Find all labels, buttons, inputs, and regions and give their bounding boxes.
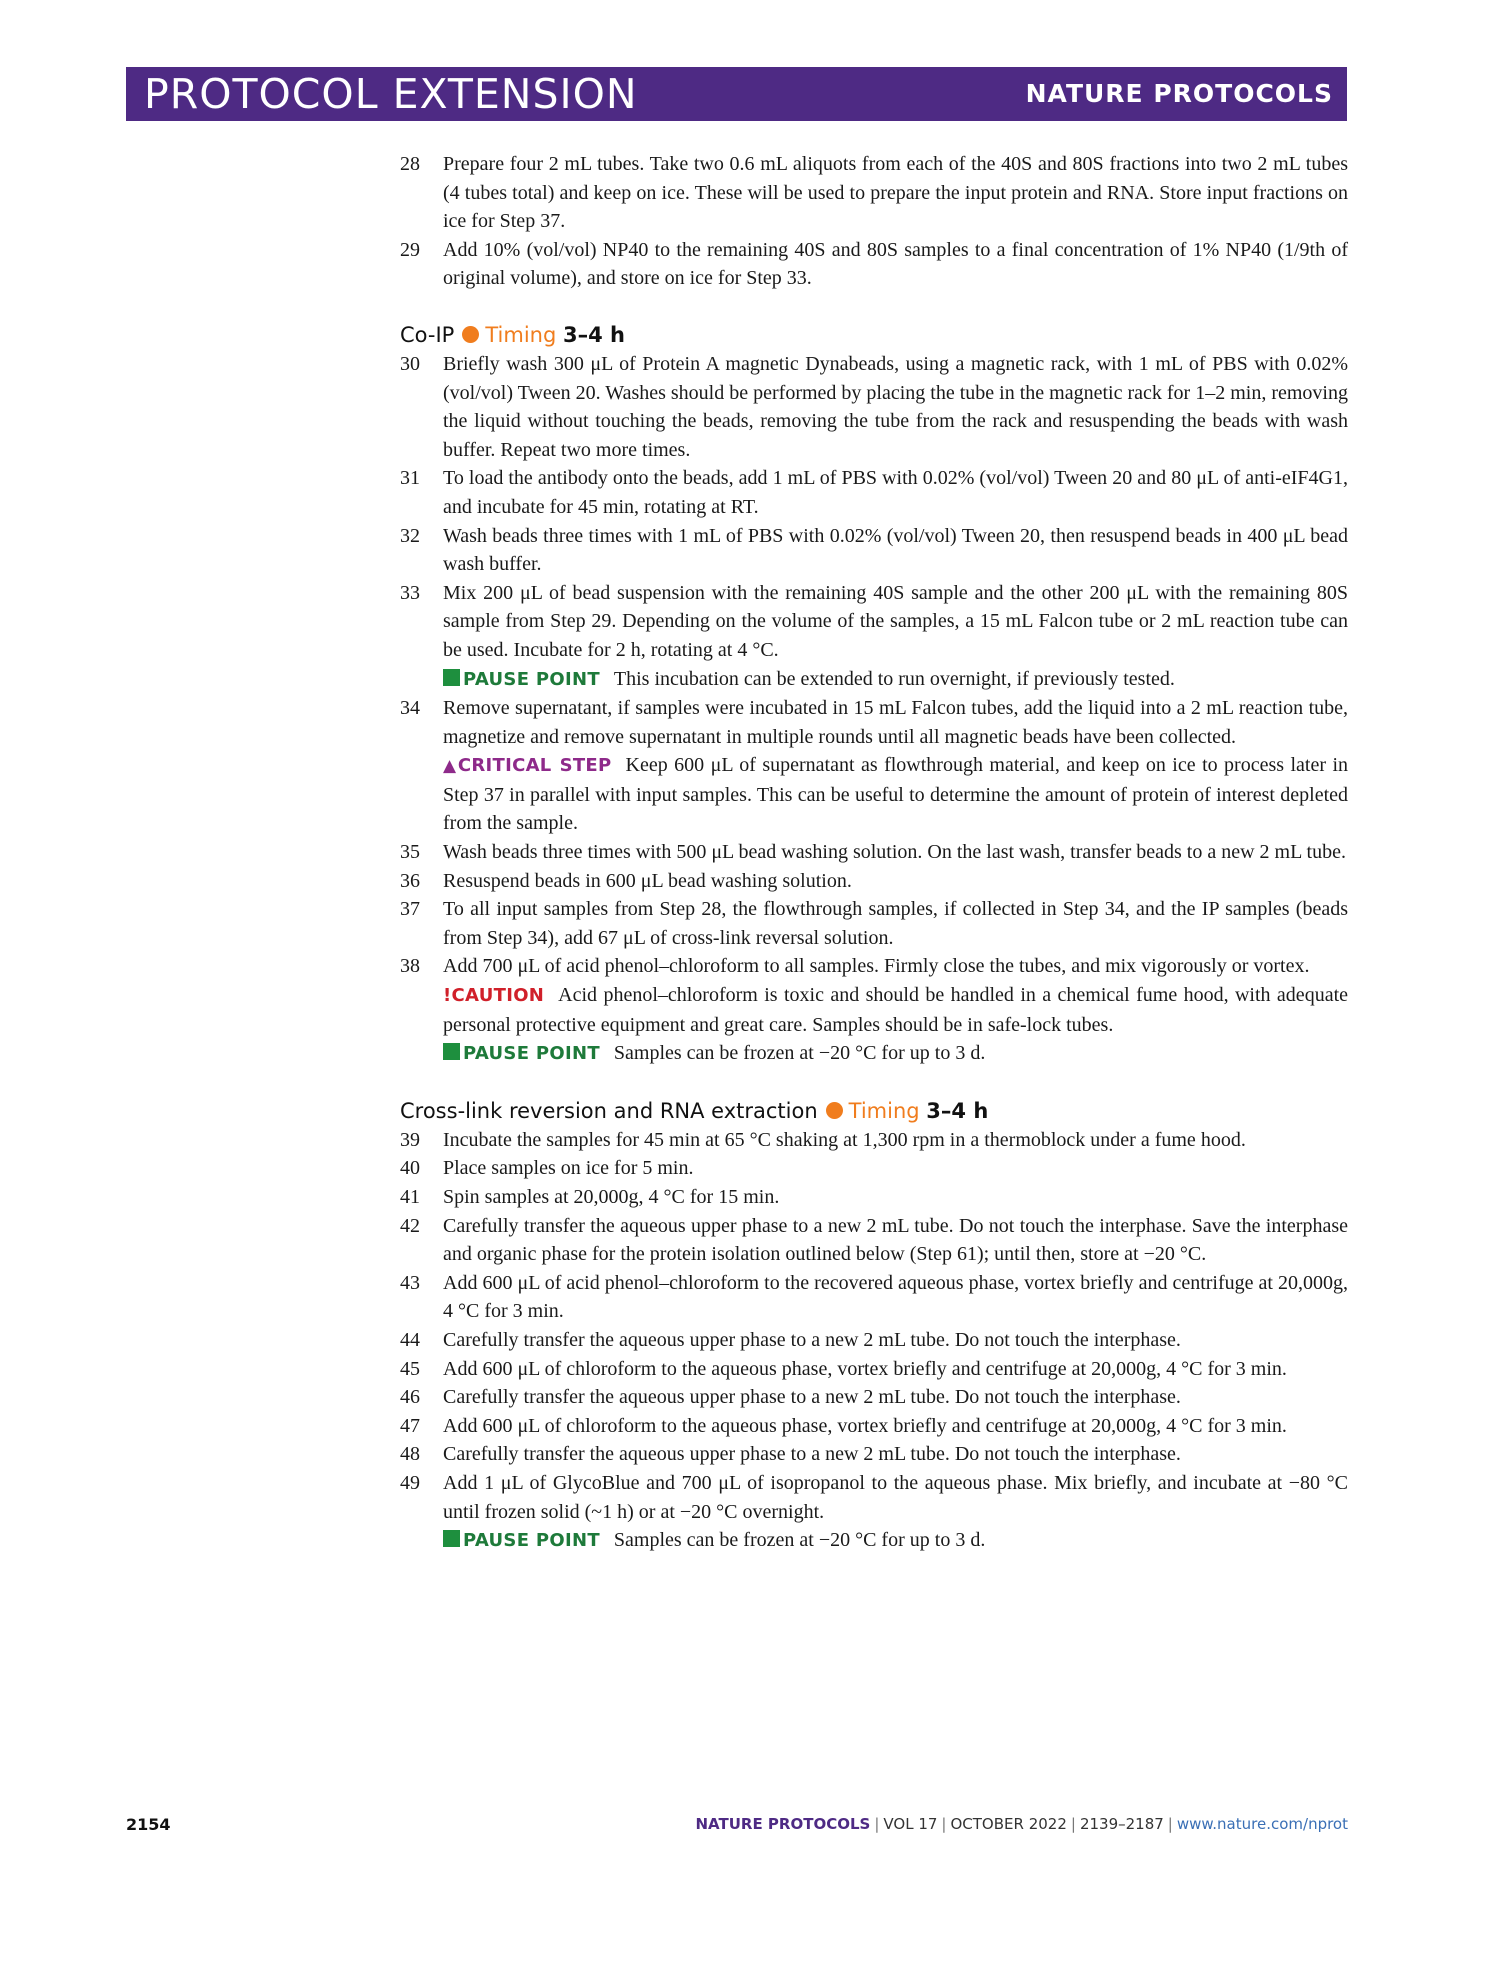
separator: |: [941, 1815, 947, 1833]
step-text: Add 600 μL of acid phenol–chloroform to the recovered aqueous phase, vortex briefly and centrifuge at 20,000g, 4 °C for 3 min.: [443, 1271, 1348, 1323]
step-text: Prepare four 2 mL tubes. Take two 0.6 mL aliquots from each of the 40S and 80S fractions into two 2 mL tubes (4 tubes total) and keep on ice. These will be used to prepare the input protein and RNA. Store input fractions on ice for Step 37.: [443, 153, 1348, 233]
protocol-step: [400, 1440, 1348, 1469]
step-text: Wash beads three times with 500 μL bead washing solution. On the last wash, transfer beads to a new 2 mL tube.: [443, 841, 1346, 864]
step-number: 39: [400, 1128, 420, 1151]
pause-point-tag: PAUSE POINT: [463, 668, 600, 690]
step-number: 30: [400, 352, 420, 375]
step-text: Incubate the samples for 45 min at 65 °C shaking at 1,300 rpm in a thermoblock under a fume hood.: [443, 1128, 1246, 1151]
exclamation-icon: !: [443, 985, 452, 1007]
protocol-step: [400, 1183, 1348, 1212]
step-text: Add 1 μL of GlycoBlue and 700 μL of isopropanol to the aqueous phase. Mix briefly, and incubate at −80 °C until frozen solid (~1 h) or at −20 °C overnight.: [443, 1471, 1348, 1523]
protocol-step: [400, 236, 1348, 293]
pause-square-icon: [443, 1043, 460, 1060]
section-title: Co-IP: [400, 322, 455, 347]
protocol-step: [400, 1326, 1348, 1355]
separator: |: [1070, 1815, 1076, 1833]
protocol-step: [400, 1383, 1348, 1412]
step-number: 28: [400, 153, 420, 175]
note-text: Samples can be frozen at −20 °C for up to 3 d.: [613, 1529, 986, 1552]
step-text: Add 600 μL of chloroform to the aqueous phase, vortex briefly and centrifuge at 20,000g, 4 °C for 3 min.: [443, 1357, 1287, 1380]
protocol-content: [400, 150, 1348, 1556]
critical-step-note: [400, 751, 1348, 838]
pause-point-note: [400, 1039, 1348, 1069]
timing-label: Timing: [848, 1098, 920, 1123]
section-title: Cross-link reversion and RNA extraction: [400, 1098, 818, 1123]
protocol-step: [400, 350, 1348, 464]
protocol-step: [400, 952, 1348, 981]
protocol-step: [400, 838, 1348, 867]
footer-journal: NATURE PROTOCOLS: [695, 1815, 871, 1833]
note-text: Keep 600 μL of supernatant as flowthrough material, and keep on ice to process later in Step 37 in parallel with input samples. This can be useful to determine the amount of protein of interest depleted from the sample.: [443, 754, 1349, 835]
protocol-step: [400, 1469, 1348, 1526]
protocol-step: [400, 522, 1348, 579]
step-text: To all input samples from Step 28, the flowthrough samples, if collected in Step 34, and the IP samples (beads from Step 34), add 67 μL of cross-link reversal solution.: [443, 898, 1348, 949]
step-number: 36: [400, 869, 420, 892]
step-number: 49: [400, 1471, 420, 1494]
timing-value: 3–4 h: [562, 322, 625, 347]
protocol-step: [400, 1412, 1348, 1441]
step-text: Remove supernatant, if samples were incubated in 15 mL Falcon tubes, add the liquid into a 2 mL reaction tube, magnetize and remove supernatant in multiple rounds until all magnetic beads have been collected.: [443, 697, 1348, 748]
step-number: 31: [400, 467, 420, 490]
footer-date: OCTOBER 2022: [950, 1815, 1067, 1833]
protocol-step: [400, 1126, 1348, 1155]
step-number: 48: [400, 1443, 420, 1466]
step-number: 42: [400, 1214, 420, 1237]
pause-point-note: [400, 665, 1348, 695]
step-number: 47: [400, 1414, 420, 1437]
step-number: 33: [400, 581, 420, 604]
step-number: 29: [400, 238, 420, 261]
step-text: Add 700 μL of acid phenol–chloroform to all samples. Firmly close the tubes, and mix vigorously or vortex.: [443, 955, 1310, 978]
footer-url-link[interactable]: www.nature.com/nprot: [1176, 1815, 1348, 1833]
separator: |: [1167, 1815, 1173, 1833]
step-number: 41: [400, 1186, 420, 1208]
note-text: Samples can be frozen at −20 °C for up to 3 d.: [613, 1042, 986, 1065]
protocol-step: [400, 1355, 1348, 1384]
step-text: Carefully transfer the aqueous upper phase to a new 2 mL tube. Do not touch the interphase.: [443, 1443, 1181, 1466]
timing-dot-icon: [826, 1102, 843, 1119]
step-number: 44: [400, 1328, 420, 1351]
step-number: 46: [400, 1386, 420, 1409]
step-text: Add 10% (vol/vol) NP40 to the remaining 40S and 80S samples to a final concentration of 1% NP40 (1/9th of original volume), and store on ice for Step 33.: [443, 238, 1348, 290]
step-number: 37: [400, 898, 420, 921]
section-heading-crosslink: [400, 1096, 1348, 1126]
protocol-step: [400, 895, 1348, 952]
protocol-step: [400, 1154, 1348, 1183]
step-number: 40: [400, 1157, 420, 1180]
step-number: 35: [400, 841, 420, 864]
step-text: Mix 200 μL of bead suspension with the remaining 40S sample and the other 200 μL with the remaining 80S sample from Step 29. Depending on the volume of the samples, a 15 mL Falcon tube or 2 mL reaction tube can be used. Incubate for 2 h, rotating at 4 °C.: [443, 581, 1348, 661]
journal-name: NATURE PROTOCOLS: [1025, 79, 1333, 108]
triangle-icon: ▲: [443, 756, 458, 777]
step-number: 38: [400, 955, 420, 978]
step-text: Carefully transfer the aqueous upper phase to a new 2 mL tube. Do not touch the interphase. Save the interphase and organic phase for the protein isolation outlined below (Step 61); until then, store at −20 °C.: [443, 1214, 1348, 1266]
note-text: Acid phenol–chloroform is toxic and should be handled in a chemical fume hood, with adequate personal protective equipment and great care. Samples should be in safe-lock tubes.: [443, 984, 1348, 1036]
step-text: Resuspend beads in 600 μL bead washing solution.: [443, 869, 852, 892]
timing-value: 3–4 h: [926, 1098, 989, 1123]
separator: |: [874, 1815, 880, 1833]
pause-point-tag: PAUSE POINT: [463, 1043, 600, 1065]
protocol-step: [400, 867, 1348, 896]
step-number: 34: [400, 697, 420, 720]
header-title: PROTOCOL EXTENSION: [144, 70, 638, 118]
step-text: Spin samples at 20,000g, 4 °C for 15 min.: [443, 1186, 780, 1208]
timing-label: Timing: [485, 322, 557, 347]
step-number: 45: [400, 1357, 420, 1380]
protocol-step: [400, 694, 1348, 751]
timing-dot-icon: [462, 326, 479, 343]
caution-tag: CAUTION: [451, 985, 545, 1007]
caution-note: [400, 981, 1348, 1039]
header-bar: [126, 67, 1347, 121]
section-heading-coip: [400, 320, 1348, 350]
step-text: Carefully transfer the aqueous upper phase to a new 2 mL tube. Do not touch the interphase.: [443, 1328, 1181, 1351]
step-text: Place samples on ice for 5 min.: [443, 1157, 694, 1180]
protocol-step: [400, 150, 1348, 236]
step-text: Carefully transfer the aqueous upper phase to a new 2 mL tube. Do not touch the interphase.: [443, 1386, 1181, 1409]
footer-citation: [695, 1815, 1348, 1833]
step-text: Wash beads three times with 1 mL of PBS with 0.02% (vol/vol) Tween 20, then resuspend beads in 400 μL bead wash buffer.: [443, 524, 1348, 576]
protocol-step: [400, 1212, 1348, 1269]
pause-point-note: [400, 1526, 1348, 1556]
footer-volume: VOL 17: [883, 1815, 938, 1833]
footer-pages: 2139–2187: [1079, 1815, 1164, 1833]
protocol-step: [400, 1269, 1348, 1326]
step-text: To load the antibody onto the beads, add 1 mL of PBS with 0.02% (vol/vol) Tween 20 and 80 μL of anti-eIF4G1, and incubate for 45 min, rotating at RT.: [443, 467, 1348, 518]
protocol-step: [400, 579, 1348, 665]
step-text: Briefly wash 300 μL of Protein A magnetic Dynabeads, using a magnetic rack, with 1 mL of PBS with 0.02% (vol/vol) Tween 20. Washes should be performed by placing the tube in the magnetic rack for 1–2 min, removing the liquid without touching the beads, removing the tube from the rack and resuspending the beads with wash buffer. Repeat two more times.: [443, 352, 1348, 461]
step-text: Add 600 μL of chloroform to the aqueous phase, vortex briefly and centrifuge at 20,000g, 4 °C for 3 min.: [443, 1414, 1287, 1437]
page-number: 2154: [126, 1815, 171, 1834]
protocol-step: [400, 464, 1348, 521]
pause-square-icon: [443, 1530, 460, 1547]
step-number: 43: [400, 1271, 420, 1294]
critical-step-tag: CRITICAL STEP: [457, 755, 612, 777]
step-number: 32: [400, 524, 420, 547]
pause-point-tag: PAUSE POINT: [463, 1530, 600, 1552]
pause-square-icon: [443, 669, 460, 686]
note-text: This incubation can be extended to run overnight, if previously tested.: [613, 667, 1175, 690]
